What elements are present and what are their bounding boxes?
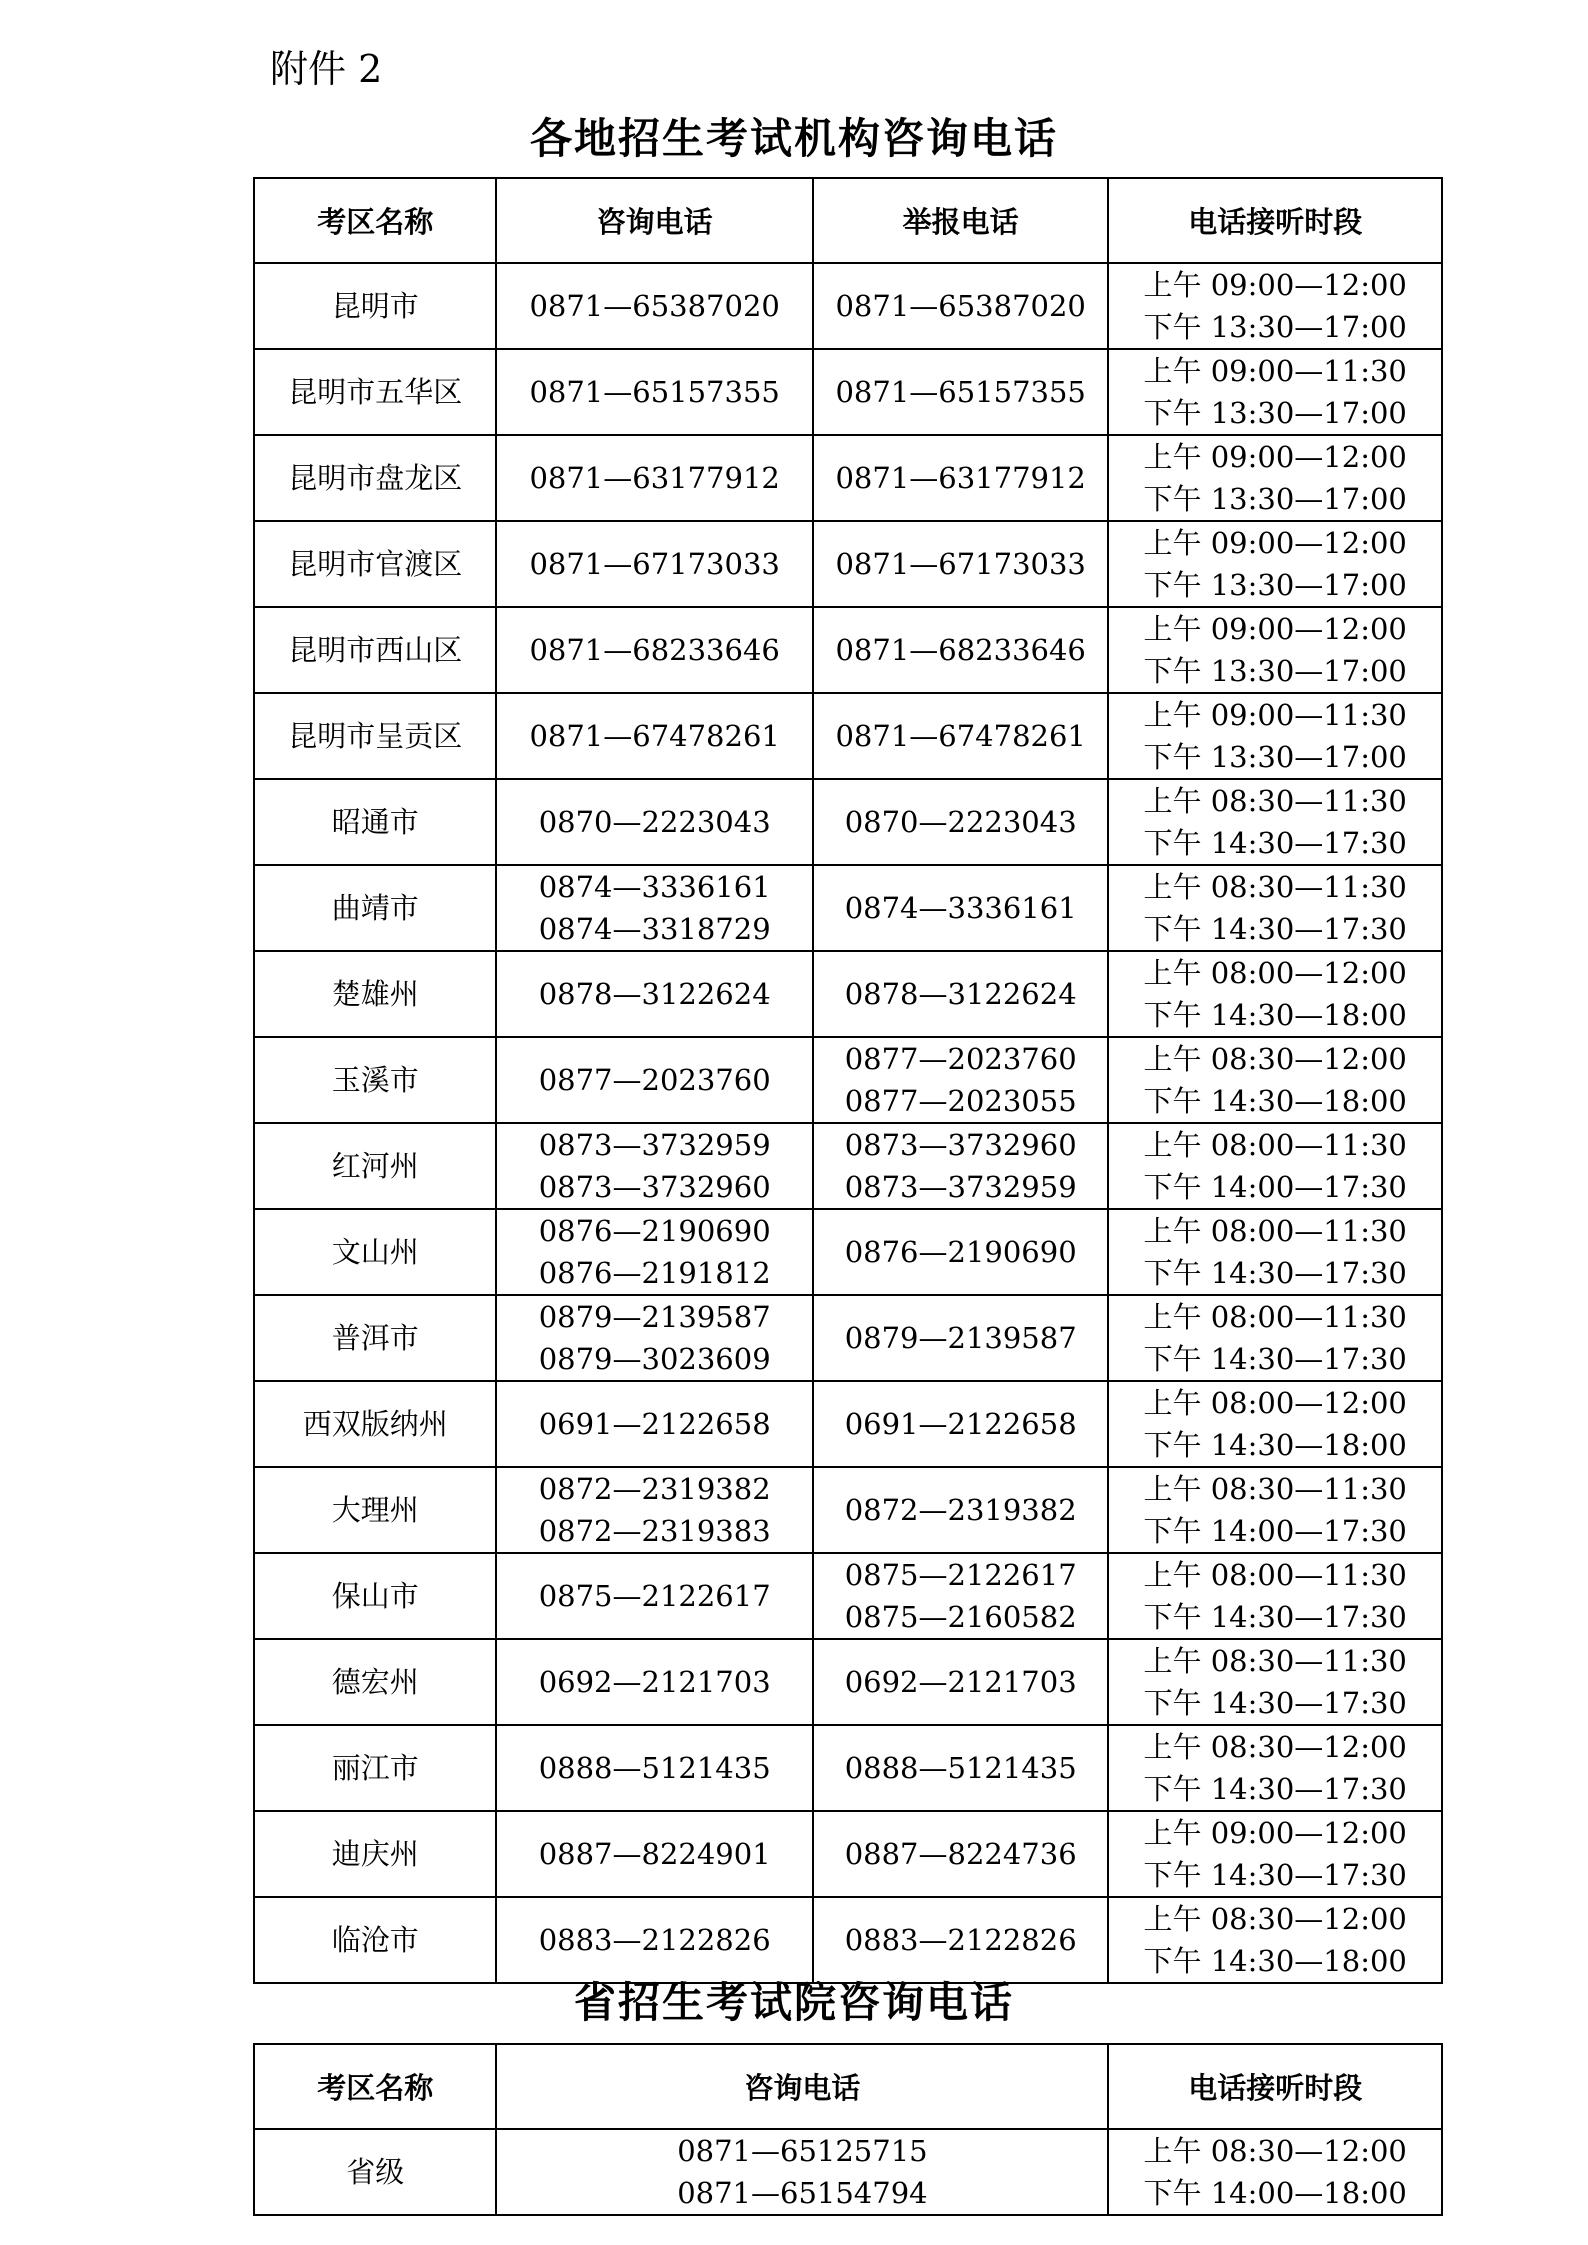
hours-cell-line: 上午 08:00—11:30	[1143, 1214, 1407, 1248]
report-phone-cell	[813, 349, 1108, 435]
report-phone-cell	[813, 1811, 1108, 1897]
hours-cell-line: 上午 08:30—12:00	[1143, 1902, 1407, 1936]
header-report-phone: 举报电话	[813, 178, 1108, 263]
consult-phone-cell	[496, 1467, 813, 1553]
report-phone-cell-line: 0877—2023760	[844, 1042, 1077, 1076]
consult-phone-cell	[496, 607, 813, 693]
consult-phone-cell-line: 0692—2121703	[538, 1665, 771, 1699]
hours-cell	[1108, 1037, 1442, 1123]
consult-phone-cell-line: 0873—3732959	[538, 1128, 771, 1162]
consult-phone-cell-line: 0879—3023609	[538, 1342, 771, 1376]
consult-phone-cell-line: 0691—2122658	[538, 1407, 771, 1441]
main-table-title: 各地招生考试机构咨询电话	[529, 114, 1058, 163]
consult-phone-cell	[496, 521, 813, 607]
report-phone-cell	[813, 1037, 1108, 1123]
consult-phone-cell	[496, 865, 813, 951]
hours-cell-line: 下午 14:30—17:30	[1143, 1686, 1407, 1720]
report-phone-cell	[813, 263, 1108, 349]
report-phone-cell-line: 0876—2190690	[844, 1235, 1077, 1269]
consult-phone-cell-line: 0871—63177912	[529, 461, 780, 495]
table-row	[254, 521, 1442, 607]
table-row	[254, 435, 1442, 521]
hours-cell	[1108, 1209, 1442, 1295]
region-name-cell: 昆明市呈贡区	[254, 693, 496, 779]
report-phone-cell	[813, 521, 1108, 607]
hours-cell	[1108, 1811, 1442, 1897]
hours-cell	[1108, 951, 1442, 1037]
hours-cell-line: 上午 09:00—12:00	[1143, 526, 1407, 560]
table-row	[254, 779, 1442, 865]
consult-phone-cell-line: 0870—2223043	[538, 805, 771, 839]
hours-cell-line: 上午 08:30—11:30	[1143, 1472, 1407, 1506]
hours-cell-line: 下午 14:00—18:00	[1143, 2176, 1407, 2210]
report-phone-cell	[813, 1467, 1108, 1553]
table-row	[254, 1725, 1442, 1811]
report-phone-cell-line: 0874—3336161	[844, 891, 1077, 925]
report-phone-cell	[813, 1639, 1108, 1725]
header-region-name: 考区名称	[254, 178, 496, 263]
report-phone-cell-line: 0873—3732960	[844, 1128, 1077, 1162]
report-phone-cell-line: 0871—67173033	[835, 547, 1086, 581]
consult-phone-cell	[496, 1811, 813, 1897]
consult-phone-cell	[496, 1381, 813, 1467]
consult-phone-cell-line: 0883—2122826	[538, 1923, 771, 1957]
hours-cell-line: 下午 13:30—17:00	[1143, 482, 1407, 516]
provincial-contacts-table	[253, 2043, 1443, 2216]
region-name-cell: 昭通市	[254, 779, 496, 865]
report-phone-cell-line: 0877—2023055	[844, 1084, 1077, 1118]
report-phone-cell	[813, 1725, 1108, 1811]
hours-cell	[1108, 779, 1442, 865]
hours-cell-line: 下午 14:30—17:30	[1143, 826, 1407, 860]
table-row	[254, 1811, 1442, 1897]
consult-phone-cell-line: 0879—2139587	[538, 1300, 771, 1334]
hours-cell-line: 上午 09:00—12:00	[1143, 612, 1407, 646]
report-phone-cell-line: 0870—2223043	[844, 805, 1077, 839]
report-phone-cell-line: 0871—65157355	[835, 375, 1086, 409]
hours-cell-line: 上午 08:00—12:00	[1143, 1386, 1407, 1420]
hours-cell-line: 下午 14:30—18:00	[1143, 1084, 1407, 1118]
hours-cell-line: 上午 09:00—12:00	[1143, 268, 1407, 302]
report-phone-cell	[813, 607, 1108, 693]
report-phone-cell	[813, 1381, 1108, 1467]
report-phone-cell-line: 0878—3122624	[844, 977, 1077, 1011]
consult-phone-cell-line: 0873—3732960	[538, 1170, 771, 1204]
region-name-cell: 昆明市盘龙区	[254, 435, 496, 521]
hours-cell-line: 下午 14:30—17:30	[1143, 1772, 1407, 1806]
region-name-cell: 大理州	[254, 1467, 496, 1553]
attachment-label: 附件 2	[270, 47, 383, 91]
report-phone-cell-line: 0691—2122658	[844, 1407, 1077, 1441]
hours-cell-line: 下午 13:30—17:00	[1143, 740, 1407, 774]
table-row	[254, 1553, 1442, 1639]
consult-phone-cell	[496, 2129, 1108, 2215]
hours-cell	[1108, 435, 1442, 521]
hours-cell-line: 上午 08:00—11:30	[1143, 1558, 1407, 1592]
hours-cell	[1108, 263, 1442, 349]
hours-cell-line: 下午 14:30—17:30	[1143, 1600, 1407, 1634]
region-name-cell: 红河州	[254, 1123, 496, 1209]
report-phone-cell	[813, 435, 1108, 521]
consult-phone-cell	[496, 263, 813, 349]
hours-cell-line: 上午 08:30—12:00	[1143, 1042, 1407, 1076]
hours-cell-line: 上午 08:30—12:00	[1143, 1730, 1407, 1764]
table-row	[254, 349, 1442, 435]
region-name-cell: 楚雄州	[254, 951, 496, 1037]
report-phone-cell	[813, 951, 1108, 1037]
table-row	[254, 951, 1442, 1037]
report-phone-cell-line: 0871—65387020	[835, 289, 1086, 323]
region-name-cell: 玉溪市	[254, 1037, 496, 1123]
hours-cell-line: 下午 13:30—17:00	[1143, 310, 1407, 344]
hours-cell	[1108, 1295, 1442, 1381]
header-region-name: 考区名称	[254, 2044, 496, 2129]
consult-phone-cell	[496, 779, 813, 865]
report-phone-cell-line: 0872—2319382	[844, 1493, 1077, 1527]
hours-cell-line: 下午 13:30—17:00	[1143, 654, 1407, 688]
hours-cell	[1108, 1123, 1442, 1209]
hours-cell	[1108, 1553, 1442, 1639]
header-hours: 电话接听时段	[1108, 2044, 1442, 2129]
report-phone-cell-line: 0875—2122617	[844, 1558, 1077, 1592]
hours-cell-line: 下午 14:30—18:00	[1143, 998, 1407, 1032]
report-phone-cell-line: 0692—2121703	[844, 1665, 1077, 1699]
region-name-cell: 德宏州	[254, 1639, 496, 1725]
region-name-cell: 临沧市	[254, 1897, 496, 1983]
region-name-cell: 保山市	[254, 1553, 496, 1639]
region-name-cell: 普洱市	[254, 1295, 496, 1381]
hours-cell	[1108, 1639, 1442, 1725]
hours-cell-line: 上午 08:00—12:00	[1143, 956, 1407, 990]
hours-cell-line: 下午 14:30—17:30	[1143, 1858, 1407, 1892]
report-phone-cell-line: 0888—5121435	[844, 1751, 1077, 1785]
region-name-cell: 昆明市五华区	[254, 349, 496, 435]
hours-cell-line: 下午 14:30—17:30	[1143, 1342, 1407, 1376]
hours-cell	[1108, 1725, 1442, 1811]
hours-cell-line: 上午 08:30—11:30	[1143, 784, 1407, 818]
hours-cell	[1108, 1467, 1442, 1553]
table-row	[254, 865, 1442, 951]
hours-cell	[1108, 865, 1442, 951]
consult-phone-cell	[496, 951, 813, 1037]
region-name-cell: 西双版纳州	[254, 1381, 496, 1467]
consult-phone-cell	[496, 1295, 813, 1381]
report-phone-cell	[813, 865, 1108, 951]
hours-cell	[1108, 607, 1442, 693]
consult-phone-cell-line: 0871—65387020	[529, 289, 780, 323]
hours-cell-line: 上午 08:30—11:30	[1143, 870, 1407, 904]
hours-cell-line: 上午 09:00—11:30	[1143, 354, 1407, 388]
consult-phone-cell-line: 0871—65157355	[529, 375, 780, 409]
header-consult-phone: 咨询电话	[496, 178, 813, 263]
consult-phone-cell-line: 0872—2319383	[538, 1514, 771, 1548]
consult-phone-cell-line: 0871—68233646	[529, 633, 780, 667]
consult-phone-cell-line: 0871—67478261	[529, 719, 780, 753]
consult-phone-cell-line: 0875—2122617	[538, 1579, 771, 1613]
hours-cell-line: 上午 09:00—12:00	[1143, 1816, 1407, 1850]
table-row	[254, 607, 1442, 693]
hours-cell-line: 下午 13:30—17:00	[1143, 396, 1407, 430]
consult-phone-cell-line: 0877—2023760	[538, 1063, 771, 1097]
table-row	[254, 1381, 1442, 1467]
hours-cell	[1108, 349, 1442, 435]
consult-phone-cell	[496, 693, 813, 779]
consult-phone-cell-line: 0888—5121435	[538, 1751, 771, 1785]
table-row	[254, 693, 1442, 779]
region-name-cell: 省级	[254, 2129, 496, 2215]
table-row	[254, 263, 1442, 349]
consult-phone-cell-line: 0871—67173033	[529, 547, 780, 581]
hours-cell	[1108, 2129, 1442, 2215]
hours-cell-line: 上午 08:00—11:30	[1143, 1128, 1407, 1162]
report-phone-cell-line: 0875—2160582	[844, 1600, 1077, 1634]
report-phone-cell-line: 0883—2122826	[844, 1923, 1077, 1957]
header-consult-phone: 咨询电话	[496, 2044, 1108, 2129]
report-phone-cell-line: 0887—8224736	[844, 1837, 1077, 1871]
consult-phone-cell	[496, 1639, 813, 1725]
consult-phone-cell	[496, 1553, 813, 1639]
consult-phone-cell-line: 0876—2190690	[538, 1214, 771, 1248]
hours-cell-line: 上午 09:00—11:30	[1143, 698, 1407, 732]
hours-cell	[1108, 693, 1442, 779]
hours-cell-line: 上午 08:30—12:00	[1143, 2134, 1407, 2168]
consult-phone-cell-line: 0874—3318729	[538, 912, 771, 946]
hours-cell-line: 上午 09:00—12:00	[1143, 440, 1407, 474]
report-phone-cell-line: 0871—68233646	[835, 633, 1086, 667]
table-row	[254, 2129, 1442, 2215]
consult-phone-cell-line: 0871—65154794	[677, 2176, 928, 2210]
report-phone-cell-line: 0879—2139587	[844, 1321, 1077, 1355]
table-row	[254, 1467, 1442, 1553]
hours-cell-line: 下午 13:30—17:00	[1143, 568, 1407, 602]
hours-cell-line: 下午 14:30—17:30	[1143, 1256, 1407, 1290]
report-phone-cell-line: 0871—67478261	[835, 719, 1086, 753]
consult-phone-cell	[496, 1725, 813, 1811]
region-name-cell: 昆明市	[254, 263, 496, 349]
hours-cell-line: 下午 14:00—17:30	[1143, 1170, 1407, 1204]
consult-phone-cell-line: 0872—2319382	[538, 1472, 771, 1506]
hours-cell-line: 下午 14:00—17:30	[1143, 1514, 1407, 1548]
hours-cell-line: 下午 14:30—18:00	[1143, 1944, 1407, 1978]
consult-phone-cell-line: 0887—8224901	[538, 1837, 771, 1871]
report-phone-cell	[813, 693, 1108, 779]
hours-cell-line: 下午 14:30—17:30	[1143, 912, 1407, 946]
consult-phone-cell-line: 0871—65125715	[677, 2134, 928, 2168]
report-phone-cell	[813, 1553, 1108, 1639]
consult-phone-cell	[496, 1123, 813, 1209]
region-name-cell: 文山州	[254, 1209, 496, 1295]
consult-phone-cell-line: 0876—2191812	[538, 1256, 771, 1290]
hours-cell-line: 上午 08:30—11:30	[1143, 1644, 1407, 1678]
table-header-row	[254, 2044, 1442, 2129]
region-name-cell: 昆明市西山区	[254, 607, 496, 693]
region-name-cell: 昆明市官渡区	[254, 521, 496, 607]
table-row	[254, 1209, 1442, 1295]
table-row	[254, 1037, 1442, 1123]
report-phone-cell-line: 0873—3732959	[844, 1170, 1077, 1204]
region-name-cell: 迪庆州	[254, 1811, 496, 1897]
consult-phone-cell	[496, 349, 813, 435]
report-phone-cell	[813, 1209, 1108, 1295]
provincial-table-title: 省招生考试院咨询电话	[573, 1978, 1014, 2027]
hours-cell-line: 下午 14:30—18:00	[1143, 1428, 1407, 1462]
consult-phone-cell	[496, 1037, 813, 1123]
consult-phone-cell-line: 0874—3336161	[538, 870, 771, 904]
table-row	[254, 1123, 1442, 1209]
hours-cell	[1108, 521, 1442, 607]
table-header-row	[254, 178, 1442, 263]
consult-phone-cell-line: 0878—3122624	[538, 977, 771, 1011]
table-row	[254, 1295, 1442, 1381]
table-row	[254, 1639, 1442, 1725]
region-name-cell: 曲靖市	[254, 865, 496, 951]
consult-phone-cell	[496, 1209, 813, 1295]
report-phone-cell	[813, 1295, 1108, 1381]
report-phone-cell	[813, 779, 1108, 865]
consult-phone-cell	[496, 435, 813, 521]
hours-cell	[1108, 1381, 1442, 1467]
report-phone-cell	[813, 1123, 1108, 1209]
region-name-cell: 丽江市	[254, 1725, 496, 1811]
hours-cell-line: 上午 08:00—11:30	[1143, 1300, 1407, 1334]
header-hours: 电话接听时段	[1108, 178, 1442, 263]
report-phone-cell-line: 0871—63177912	[835, 461, 1086, 495]
regional-contacts-table	[253, 177, 1443, 1984]
